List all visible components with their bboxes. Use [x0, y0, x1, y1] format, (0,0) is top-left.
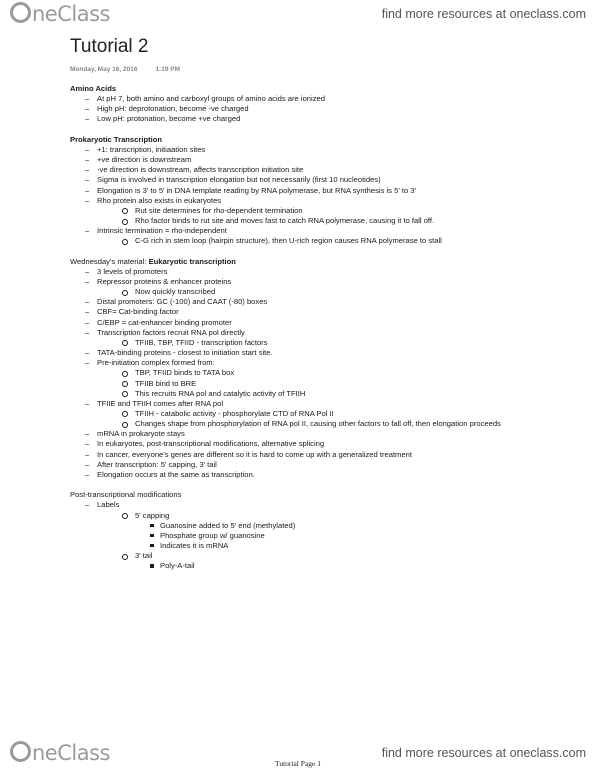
section-heading-post-transcriptional: Post-transcriptional modifications — [70, 490, 182, 500]
list-item: – Repressor proteins & enhancer proteins — [70, 277, 570, 287]
sub-list-item: TBP, TFIID binds to TATA box — [70, 368, 570, 378]
prokaryotic-list — [70, 145, 570, 247]
list-item: – TATA-binding proteins - closest to initiation start site. — [70, 348, 570, 358]
sub-list-item: TFIIB bind to BRE — [70, 379, 570, 389]
list-item: – Transcription factors recruit RNA pol directly — [70, 328, 570, 338]
note-date: Monday, May 16, 2016 — [70, 66, 138, 73]
sub-list-item: TFIIB, TBP, TFIID - transcription factors — [70, 338, 570, 348]
section-heading-eukaryotic — [70, 257, 570, 267]
post-transcriptional-list — [70, 500, 570, 571]
sub-sub-list-item: Phosphate group w/ guanosine — [70, 531, 570, 541]
find-more-link[interactable]: find more resources at oneclass.com — [381, 7, 586, 21]
oneclass-logo[interactable] — [10, 2, 110, 26]
find-more-link-footer[interactable]: find more resources at oneclass.com — [381, 746, 586, 760]
list-item: – TFIIE and TFIIH comes after RNA pol — [70, 399, 570, 409]
sub-list-item: Rut site determines for rho-dependent termination — [70, 206, 570, 216]
note-timestamp — [70, 66, 180, 73]
heading-prefix: Wednesday's material: — [70, 256, 149, 266]
top-banner — [0, 0, 596, 30]
page-title: Tutorial 2 — [70, 36, 149, 57]
list-item: – Elongation is 3' to 5' in DNA template reading by RNA polymerase, but RNA synthesis is 5' to 3' — [70, 186, 570, 196]
list-item: – In cancer, everyone's genes are different so it is hard to come up with a generalized treatment — [70, 450, 570, 460]
list-item: – CBF= Cat-binding factor — [70, 307, 570, 317]
list-item: – At pH 7, both amino and carboxyl groups of amino acids are ionized — [70, 94, 570, 104]
sub-list-item: Now quickly transcribed — [70, 287, 570, 297]
list-item: – Labels — [70, 500, 570, 510]
list-item: – After transcription: 5' capping, 3' tail — [70, 460, 570, 470]
list-item: – High pH: deprotonation, become -ve charged — [70, 104, 570, 114]
page-label: Tutorial Page 1 — [275, 759, 321, 768]
sub-sub-list-item: Guanosine added to 5' end (methylated) — [70, 521, 570, 531]
list-item: – In eukaryotes, post-transcriptional modifications, alternative splicing — [70, 439, 570, 449]
sub-sub-list-item: Indicates it is mRNA — [70, 541, 570, 551]
note-body — [70, 84, 570, 571]
list-item: – Distal promoters: GC (-100) and CAAT (-80) boxes — [70, 297, 570, 307]
list-item: – Low pH: protonation, become +ve charged — [70, 114, 570, 124]
heading-bold: Eukaryotic transcription — [148, 256, 236, 266]
list-item: – mRNA in prokaryote stays — [70, 429, 570, 439]
list-item: – +1: transcription, initiaation sites — [70, 145, 570, 155]
list-item: – Rho protein also exists in eukaryotes — [70, 196, 570, 206]
sub-list-item: 5' capping — [70, 511, 570, 521]
list-item: – 3 levels of promoters — [70, 267, 570, 277]
sub-sub-list-item: Poly-A-tail — [70, 561, 570, 571]
list-item: – C/EBP = cat-enhancer binding promoter — [70, 318, 570, 328]
eukaryotic-list — [70, 267, 570, 480]
list-item: – Intrinsic termination = rho-independent — [70, 226, 570, 236]
list-item: – +ve direction is downstream — [70, 155, 570, 165]
sub-list-item: TFIIH - catabolic activity - phosphorylate CTD of RNA Pol II — [70, 409, 570, 419]
note-time: 1:19 PM — [155, 66, 181, 73]
sub-list-item: Changes shape from phosphorylation of RNA pol II, causing other factors to fall off, then elongation proceeds — [70, 419, 570, 429]
logo-text: neClass — [32, 2, 110, 26]
list-item: – Pre-initiation complex formed from: — [70, 358, 570, 368]
amino-acids-list — [70, 94, 570, 124]
list-item: – -ve direction is downstream, affects transcription initiation site — [70, 165, 570, 175]
sub-list-item: Rho factor binds to rut site and moves fast to catch RNA polymerase, causing it to fall off. — [70, 216, 570, 226]
section-heading-prokaryotic: Prokaryotic Transcription — [70, 134, 162, 144]
section-heading-amino-acids: Amino Acids — [70, 84, 117, 93]
sub-list-item: This recruits RNA pol and catalytic activity of TFIIH — [70, 389, 570, 399]
sub-list-item: C-G rich in stem loop (hairpin structure), then U-rich region causes RNA polymerase to stall — [70, 236, 570, 246]
sub-list-item: 3' tail — [70, 551, 570, 561]
list-item: – Elongation occurs at the same as transcription. — [70, 470, 570, 480]
list-item: – Sigma is involved in transcription elongation but not necessarily (first 10 nucleotides) — [70, 175, 570, 185]
logo-text: neClass — [32, 741, 110, 765]
logo-o-icon — [10, 2, 31, 23]
